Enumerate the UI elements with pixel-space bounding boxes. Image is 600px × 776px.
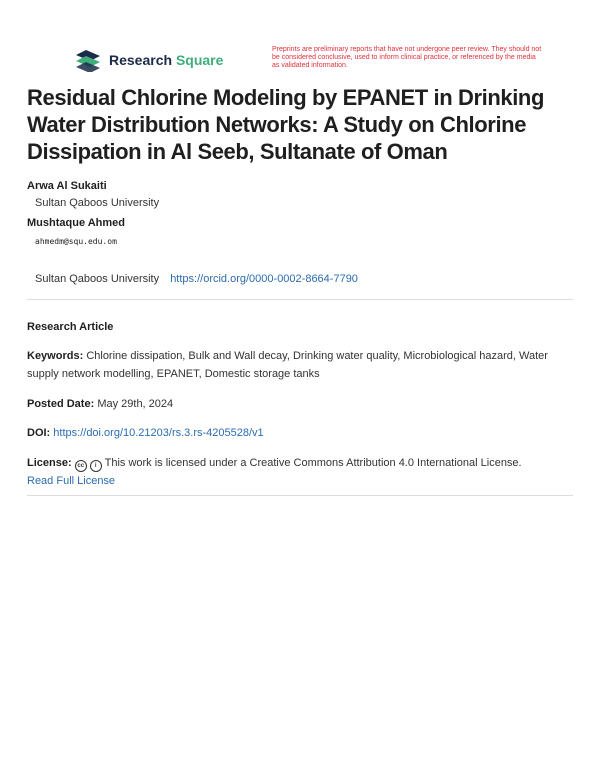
keywords-label: Keywords:	[27, 350, 84, 362]
read-full-license-link[interactable]: Read Full License	[27, 475, 116, 487]
paper-title: Residual Chlorine Modeling by EPANET in Drinking Water Distribution Networks: A Study on Chlorine Dissipation in Al Seeb, Sultanate of Oman	[27, 85, 544, 164]
brand-name-part2: Square	[175, 52, 224, 68]
divider	[27, 299, 573, 300]
posted-date	[27, 395, 573, 413]
license-label: License:	[27, 457, 72, 469]
attribution-icon: i	[90, 460, 102, 472]
brand-name-part1: Research	[109, 52, 173, 68]
license-text: This work is licensed under a Creative Commons Attribution 4.0 International License.	[104, 457, 522, 469]
author-2-email[interactable]: ahmedm@squ.edu.om	[35, 237, 117, 246]
preprint-disclaimer: Preprints are preliminary reports that have not undergone peer review. They should not be considered conclusive, used to inform clinical practice, or referenced by the media as validated information.	[272, 46, 542, 69]
doi-link[interactable]: https://doi.org/10.21203/rs.3.rs-4205528/v1	[53, 427, 264, 439]
posted-date-value: May 29th, 2024	[97, 398, 174, 410]
creative-commons-icon: cc	[75, 460, 87, 472]
research-square-logo-icon	[74, 48, 104, 72]
header	[74, 46, 574, 76]
author-2-affiliation: Sultan Qaboos University	[35, 273, 160, 285]
doi	[27, 424, 573, 442]
keywords	[27, 347, 573, 383]
keywords-value: Chlorine dissipation, Bulk and Wall decay, Drinking water quality, Microbiological hazard, Water supply network modelling, EPANET, Domestic storage tanks	[27, 350, 548, 380]
doi-label: DOI:	[27, 427, 51, 439]
article-type-label: Research Article	[27, 321, 114, 333]
research-square-logo[interactable]	[74, 48, 234, 74]
author-1-name: Arwa Al Sukaiti	[27, 180, 107, 192]
license	[27, 454, 573, 490]
author-2-affiliation-row	[35, 273, 358, 285]
article-type	[27, 318, 573, 336]
brand-name	[109, 52, 223, 68]
author-2-orcid-link[interactable]: https://orcid.org/0000-0002-8664-7790	[170, 273, 358, 285]
divider	[27, 495, 573, 496]
author-2-name: Mushtaque Ahmed	[27, 217, 125, 229]
author-1-affiliation: Sultan Qaboos University	[35, 197, 160, 209]
posted-date-label: Posted Date:	[27, 398, 95, 410]
